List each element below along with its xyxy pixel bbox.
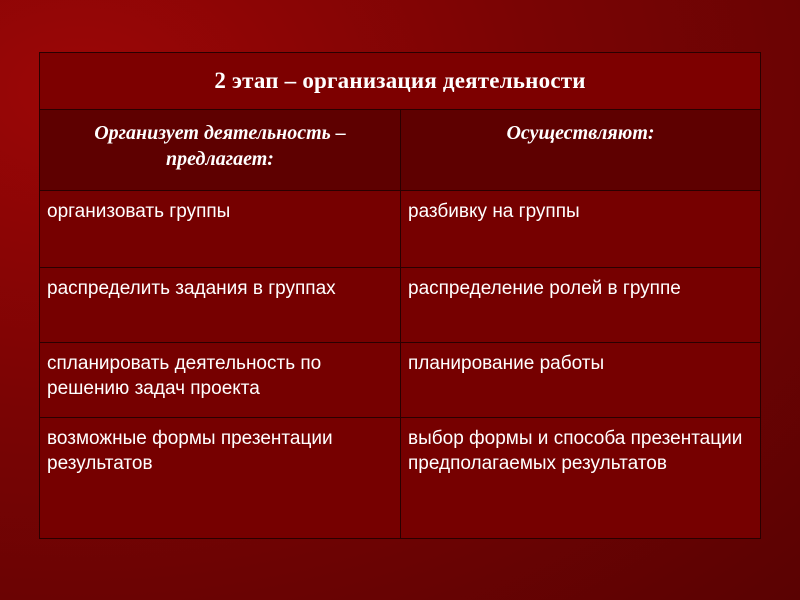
column-header-performers: Осуществляют:: [401, 110, 761, 191]
title-row: [40, 53, 761, 110]
table-row: [40, 268, 761, 343]
header-row: [40, 110, 761, 191]
table-cell: спланировать деятельность по решению задач проекта: [40, 343, 401, 418]
table-cell: выбор формы и способа презентации предполагаемых результатов: [401, 418, 761, 539]
table-cell: возможные формы презентации результатов: [40, 418, 401, 539]
table-cell: распределить задания в группах: [40, 268, 401, 343]
stage-table: [39, 52, 761, 539]
table-row: [40, 343, 761, 418]
table-cell: распределение ролей в группе: [401, 268, 761, 343]
slide-title: 2 этап – организация деятельности: [40, 53, 761, 110]
table-cell: организовать группы: [40, 191, 401, 268]
table-cell: планирование работы: [401, 343, 761, 418]
table-cell: разбивку на группы: [401, 191, 761, 268]
column-header-organizer: Организует деятельность – предлагает:: [40, 110, 401, 191]
table-row: [40, 191, 761, 268]
table-row: [40, 418, 761, 539]
